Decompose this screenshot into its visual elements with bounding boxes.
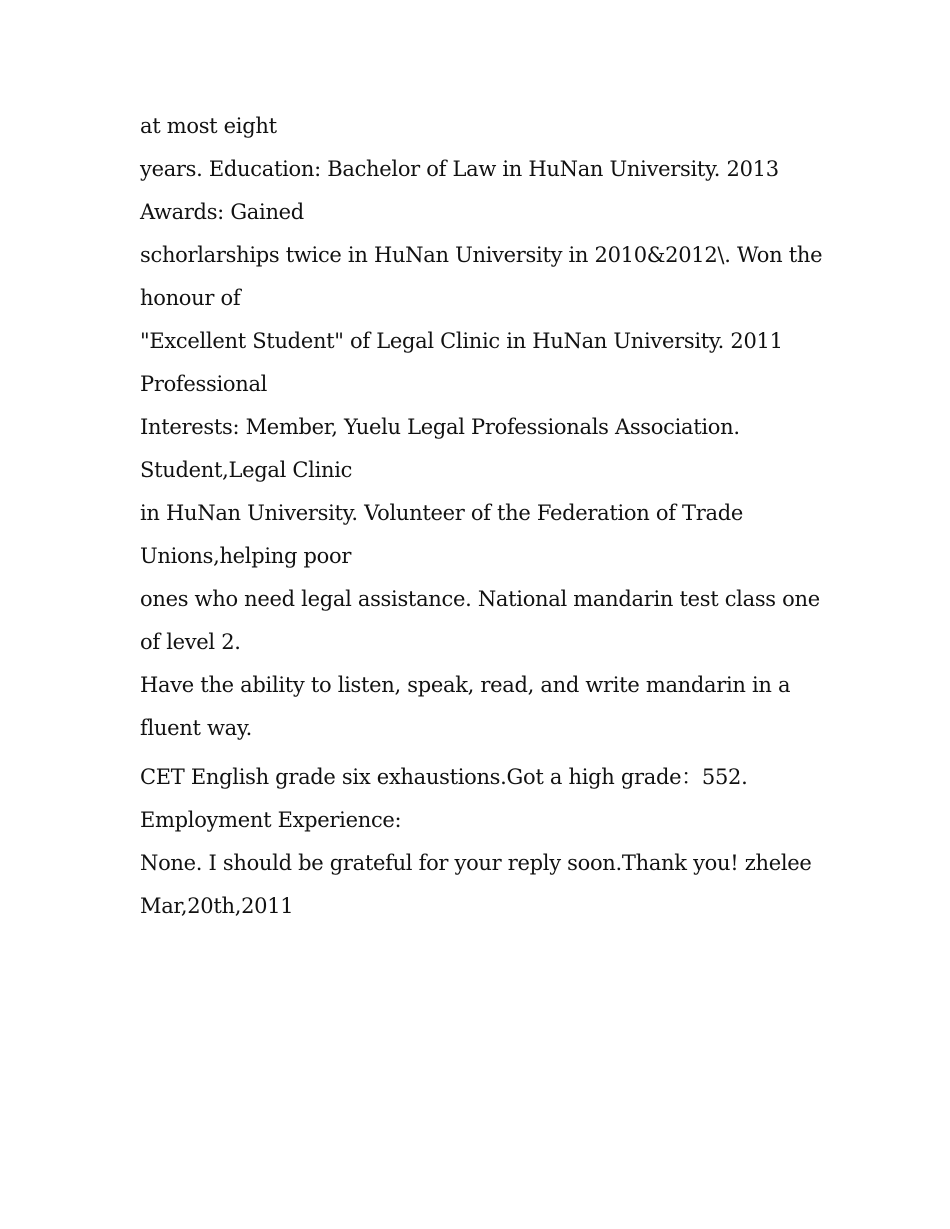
text-line: years. Education: Bachelor of Law in HuNan University. 2013 <box>140 157 779 181</box>
text-line: Student,Legal Clinic <box>140 458 353 482</box>
text-line: Mar,20th,2011 <box>140 894 294 918</box>
text-line: Interests: Member, Yuelu Legal Professionals Association. <box>140 415 740 439</box>
text-line: at most eight <box>140 114 277 138</box>
text-line: in HuNan University. Volunteer of the Federation of Trade <box>140 501 743 525</box>
document-body <box>140 105 823 928</box>
text-line: ones who need legal assistance. National mandarin test class one <box>140 587 820 611</box>
text-line: Professional <box>140 372 268 396</box>
text-line: None. I should be grateful for your reply soon.Thank you! zhelee <box>140 851 812 875</box>
text-line: "Excellent Student" of Legal Clinic in HuNan University. 2011 <box>140 329 783 353</box>
text-line: Employment Experience: <box>140 808 402 832</box>
text-line: schorlarships twice in HuNan University in 2010&2012\. Won the <box>140 243 823 267</box>
text-line: of level 2. <box>140 630 241 654</box>
text-line: Have the ability to listen, speak, read, and write mandarin in a <box>140 673 791 697</box>
text-line: Unions,helping poor <box>140 544 352 568</box>
text-line: Awards: Gained <box>140 200 304 224</box>
text-line: CET English grade six exhaustions.Got a high grade：552. <box>140 765 748 789</box>
text-line: fluent way. <box>140 716 253 740</box>
text-line: honour of <box>140 286 241 310</box>
